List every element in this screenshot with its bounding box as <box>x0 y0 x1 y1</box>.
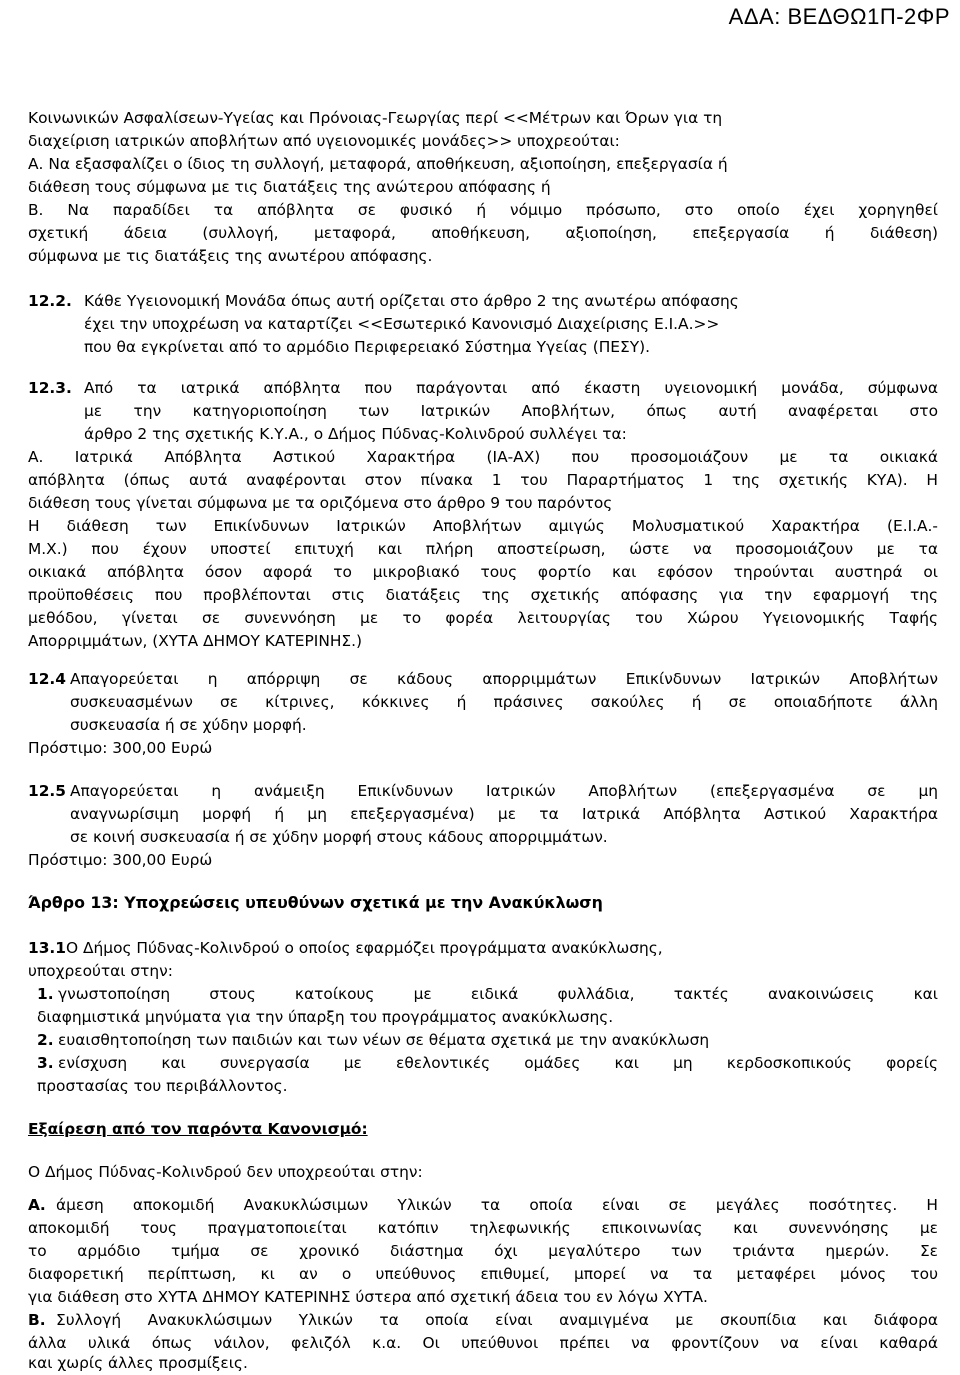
exception-title: Εξαίρεση από τον παρόντα Κανονισμό: <box>28 1120 368 1138</box>
item-3-line-1: ενίσχυση και συνεργασία με εθελοντικές ομάδες και μη κερδοσκοπικούς φορείς <box>58 1054 938 1072</box>
section-12-3-line-11: μεθόδου, γίνεται σε συνεννόηση με το φορέα λειτουργίας του Χώρου Υγειονομικής Ταφής <box>28 609 938 627</box>
section-12-4-number: 12.4 <box>28 670 66 688</box>
exception-a-line-2: αποκομιδή τους πραγματοποιείται κατόπιν τηλεφωνικής επικοινωνίας και συνεννόησης με <box>28 1219 938 1237</box>
section-12-3-line-7: Η διάθεση των Επικίνδυνων Ιατρικών Αποβλήτων αμιγώς Μολυσματικού Χαρακτήρα (Ε.Ι.Α.- <box>28 517 938 535</box>
intro-line-5: Β. Να παραδίδει τα απόβλητα σε φυσικό ή νόμιμο πρόσωπο, στο οποίο έχει χορηγηθεί <box>28 201 938 219</box>
section-12-4-fine: Πρόστιμο: 300,00 Ευρώ <box>28 739 213 757</box>
exception-a-number: Α. <box>28 1196 46 1214</box>
exception-a-line-5: για διάθεση στο ΧΥΤΑ ΔΗΜΟΥ ΚΑΤΕΡΙΝΗΣ ύστερα από σχετική άδεια του εν λόγω ΧΥΤΑ. <box>28 1288 708 1306</box>
intro-line-4: διάθεση τους σύμφωνα με τις διατάξεις της ανώτερου απόφασης ή <box>28 178 551 196</box>
section-12-3-line-6: διάθεση τους γίνεται σύμφωνα με τα οριζόμενα στο άρθρο 9 του παρόντος <box>28 494 613 512</box>
exception-b-number: Β. <box>28 1311 46 1329</box>
exception-a-line-3: το αρμόδιο τμήμα σε χρονικό διάστημα όχι μεγαλύτερο των τριάντα ημερών. Σε <box>28 1242 938 1260</box>
document-ada-code: ΑΔΑ: ΒΕΔΘΩ1Π-2ΦΡ <box>728 4 950 29</box>
item-1-line-2: διαφημιστικά μηνύματα για την ύπαρξη του προγράμματος ανακύκλωσης. <box>37 1008 614 1026</box>
intro-line-7: σύμφωνα με τις διατάξεις της ανωτέρου απόφασης. <box>28 247 433 265</box>
intro-line-2: διαχείριση ιατρικών αποβλήτων από υγειονομικές μονάδες>> υποχρεούται: <box>28 132 620 150</box>
section-12-3-line-2: με την κατηγοριοποίηση των Ιατρικών Αποβλήτων, όπως αυτή αναφέρεται στο <box>84 402 938 420</box>
section-12-2-line-3: που θα εγκρίνεται από το αρμόδιο Περιφερειακό Σύστημα Υγείας (ΠΕΣΥ). <box>84 338 651 356</box>
section-12-2-line-1: Κάθε Υγειονομική Μονάδα όπως αυτή ορίζεται στο άρθρο 2 της ανωτέρω απόφασης <box>84 292 739 310</box>
section-12-3-line-4: Α. Ιατρικά Απόβλητα Αστικού Χαρακτήρα (ΙΑ-ΑΧ) που προσομοιάζουν με τα οικιακά <box>28 448 938 466</box>
section-13-1-line-1: Ο Δήμος Πύδνας-Κολινδρού ο οποίος εφαρμόζει προγράμματα ανακύκλωσης, <box>66 939 663 957</box>
item-1-line-1: γνωστοποίηση στους κατοίκους με ειδικά φυλλάδια, τακτές ανακοινώσεις και <box>58 985 938 1003</box>
section-13-1-number: 13.1 <box>28 939 66 957</box>
item-3-line-2: προστασίας του περιβάλλοντος. <box>37 1077 288 1095</box>
intro-line-1: Κοινωνικών Ασφαλίσεων-Υγείας και Πρόνοιας-Γεωργίας περί <<Μέτρων και Όρων για τη <box>28 109 723 127</box>
exception-b-line-3: και χωρίς άλλες προσμίξεις. <box>28 1354 248 1372</box>
intro-line-3: Α. Να εξασφαλίζει ο ίδιος τη συλλογή, μεταφορά, αποθήκευση, αξιοποίηση, επεξεργασία ή <box>28 155 728 173</box>
exception-a-line-1: άμεση αποκομιδή Ανακυκλώσιμων Υλικών τα οποία είναι σε μεγάλες ποσότητες. Η <box>56 1196 938 1214</box>
section-12-2-line-2: έχει την υποχρέωση να καταρτίζει <<Εσωτερικό Κανονισμό Διαχείρισης Ε.Ι.Α.>> <box>84 315 720 333</box>
item-1-number: 1. <box>37 985 54 1003</box>
section-13-1-line-2: υποχρεούται στην: <box>28 962 173 980</box>
exception-a-line-4: διαφορετική περίπτωση, κι αν ο υπεύθυνος επιθυμεί, μπορεί να τα μεταφέρει μόνος του <box>28 1265 938 1283</box>
section-12-3-line-3: άρθρο 2 της σχετικής Κ.Υ.Α., ο Δήμος Πύδνας-Κολινδρού συλλέγει τα: <box>84 425 627 443</box>
section-12-3-line-8: Μ.Χ.) που έχουν υποστεί επιτυχή και πλήρη αποστείρωση, ώστε να προσομοιάζουν με τα <box>28 540 938 558</box>
item-2-line: ευαισθητοποίηση των παιδιών και των νέων σε θέματα σχετικά με την ανακύκλωση <box>58 1031 710 1049</box>
section-12-5-number: 12.5 <box>28 782 66 800</box>
exception-intro: Ο Δήμος Πύδνας-Κολινδρού δεν υποχρεούται στην: <box>28 1163 423 1181</box>
item-3-number: 3. <box>37 1054 54 1072</box>
section-12-3-line-9: οικιακά απόβλητα όσον αφορά το μικροβιακό τους φορτίο και εφόσον τηρούνται αυστηρά οι <box>28 563 938 581</box>
section-12-5-fine: Πρόστιμο: 300,00 Ευρώ <box>28 851 213 869</box>
section-12-5-line-3: σε κοινή συσκευασία ή σε χύδην μορφή στους κάδους απορριμμάτων. <box>70 828 608 846</box>
item-2-number: 2. <box>37 1031 54 1049</box>
article-13-title: Άρθρο 13: Υποχρεώσεις υπευθύνων σχετικά με την Ανακύκλωση <box>28 893 603 912</box>
exception-b-line-1: Συλλογή Ανακυκλώσιμων Υλικών τα οποία είναι αναμιγμένα με σκουπίδια και διάφορα <box>56 1311 938 1329</box>
exception-b-line-2: άλλα υλικά όπως νάιλον, φελιζόλ κ.α. Οι υπεύθυνοι πρέπει να φροντίζουν να είναι καθαρά <box>28 1334 938 1352</box>
section-12-2-number: 12.2. <box>28 292 72 310</box>
section-12-4-line-2: συσκευασμένων σε κίτρινες, κόκκινες ή πράσινες σακούλες ή σε οποιαδήποτε άλλη <box>70 693 938 711</box>
section-12-3-line-1: Από τα ιατρικά απόβλητα που παράγονται από έκαστη υγειονομική μονάδα, σύμφωνα <box>84 379 938 397</box>
section-12-4-line-1: Απαγορεύεται η απόρριψη σε κάδους απορριμμάτων Επικίνδυνων Ιατρικών Αποβλήτων <box>70 670 938 688</box>
section-12-4-line-3: συσκευασία ή σε χύδην μορφή. <box>70 716 307 734</box>
section-12-3-line-5: απόβλητα (όπως αυτά αναφέρονται στον πίνακα 1 του Παραρτήματος 1 της σχετικής ΚΥΑ). Η <box>28 471 938 489</box>
section-12-3-line-10: προϋποθέσεις που προβλέπονται στις διατάξεις της σχετικής απόφασης για την εφαρμογή της <box>28 586 938 604</box>
intro-line-6: σχετική άδεια (συλλογή, μεταφορά, αποθήκευση, αξιοποίηση, επεξεργασία ή διάθεση) <box>28 224 938 242</box>
section-12-3-number: 12.3. <box>28 379 72 397</box>
section-12-5-line-1: Απαγορεύεται η ανάμειξη Επικίνδυνων Ιατρικών Αποβλήτων (επεξεργασμένα σε μη <box>70 782 938 800</box>
section-12-3-line-12: Απορριμμάτων, (ΧΥΤΑ ΔΗΜΟΥ ΚΑΤΕΡΙΝΗΣ.) <box>28 632 363 650</box>
section-12-5-line-2: αναγνωρίσιμη μορφή ή μη επεξεργασμένα) με τα Ιατρικά Απόβλητα Αστικού Χαρακτήρα <box>70 805 938 823</box>
